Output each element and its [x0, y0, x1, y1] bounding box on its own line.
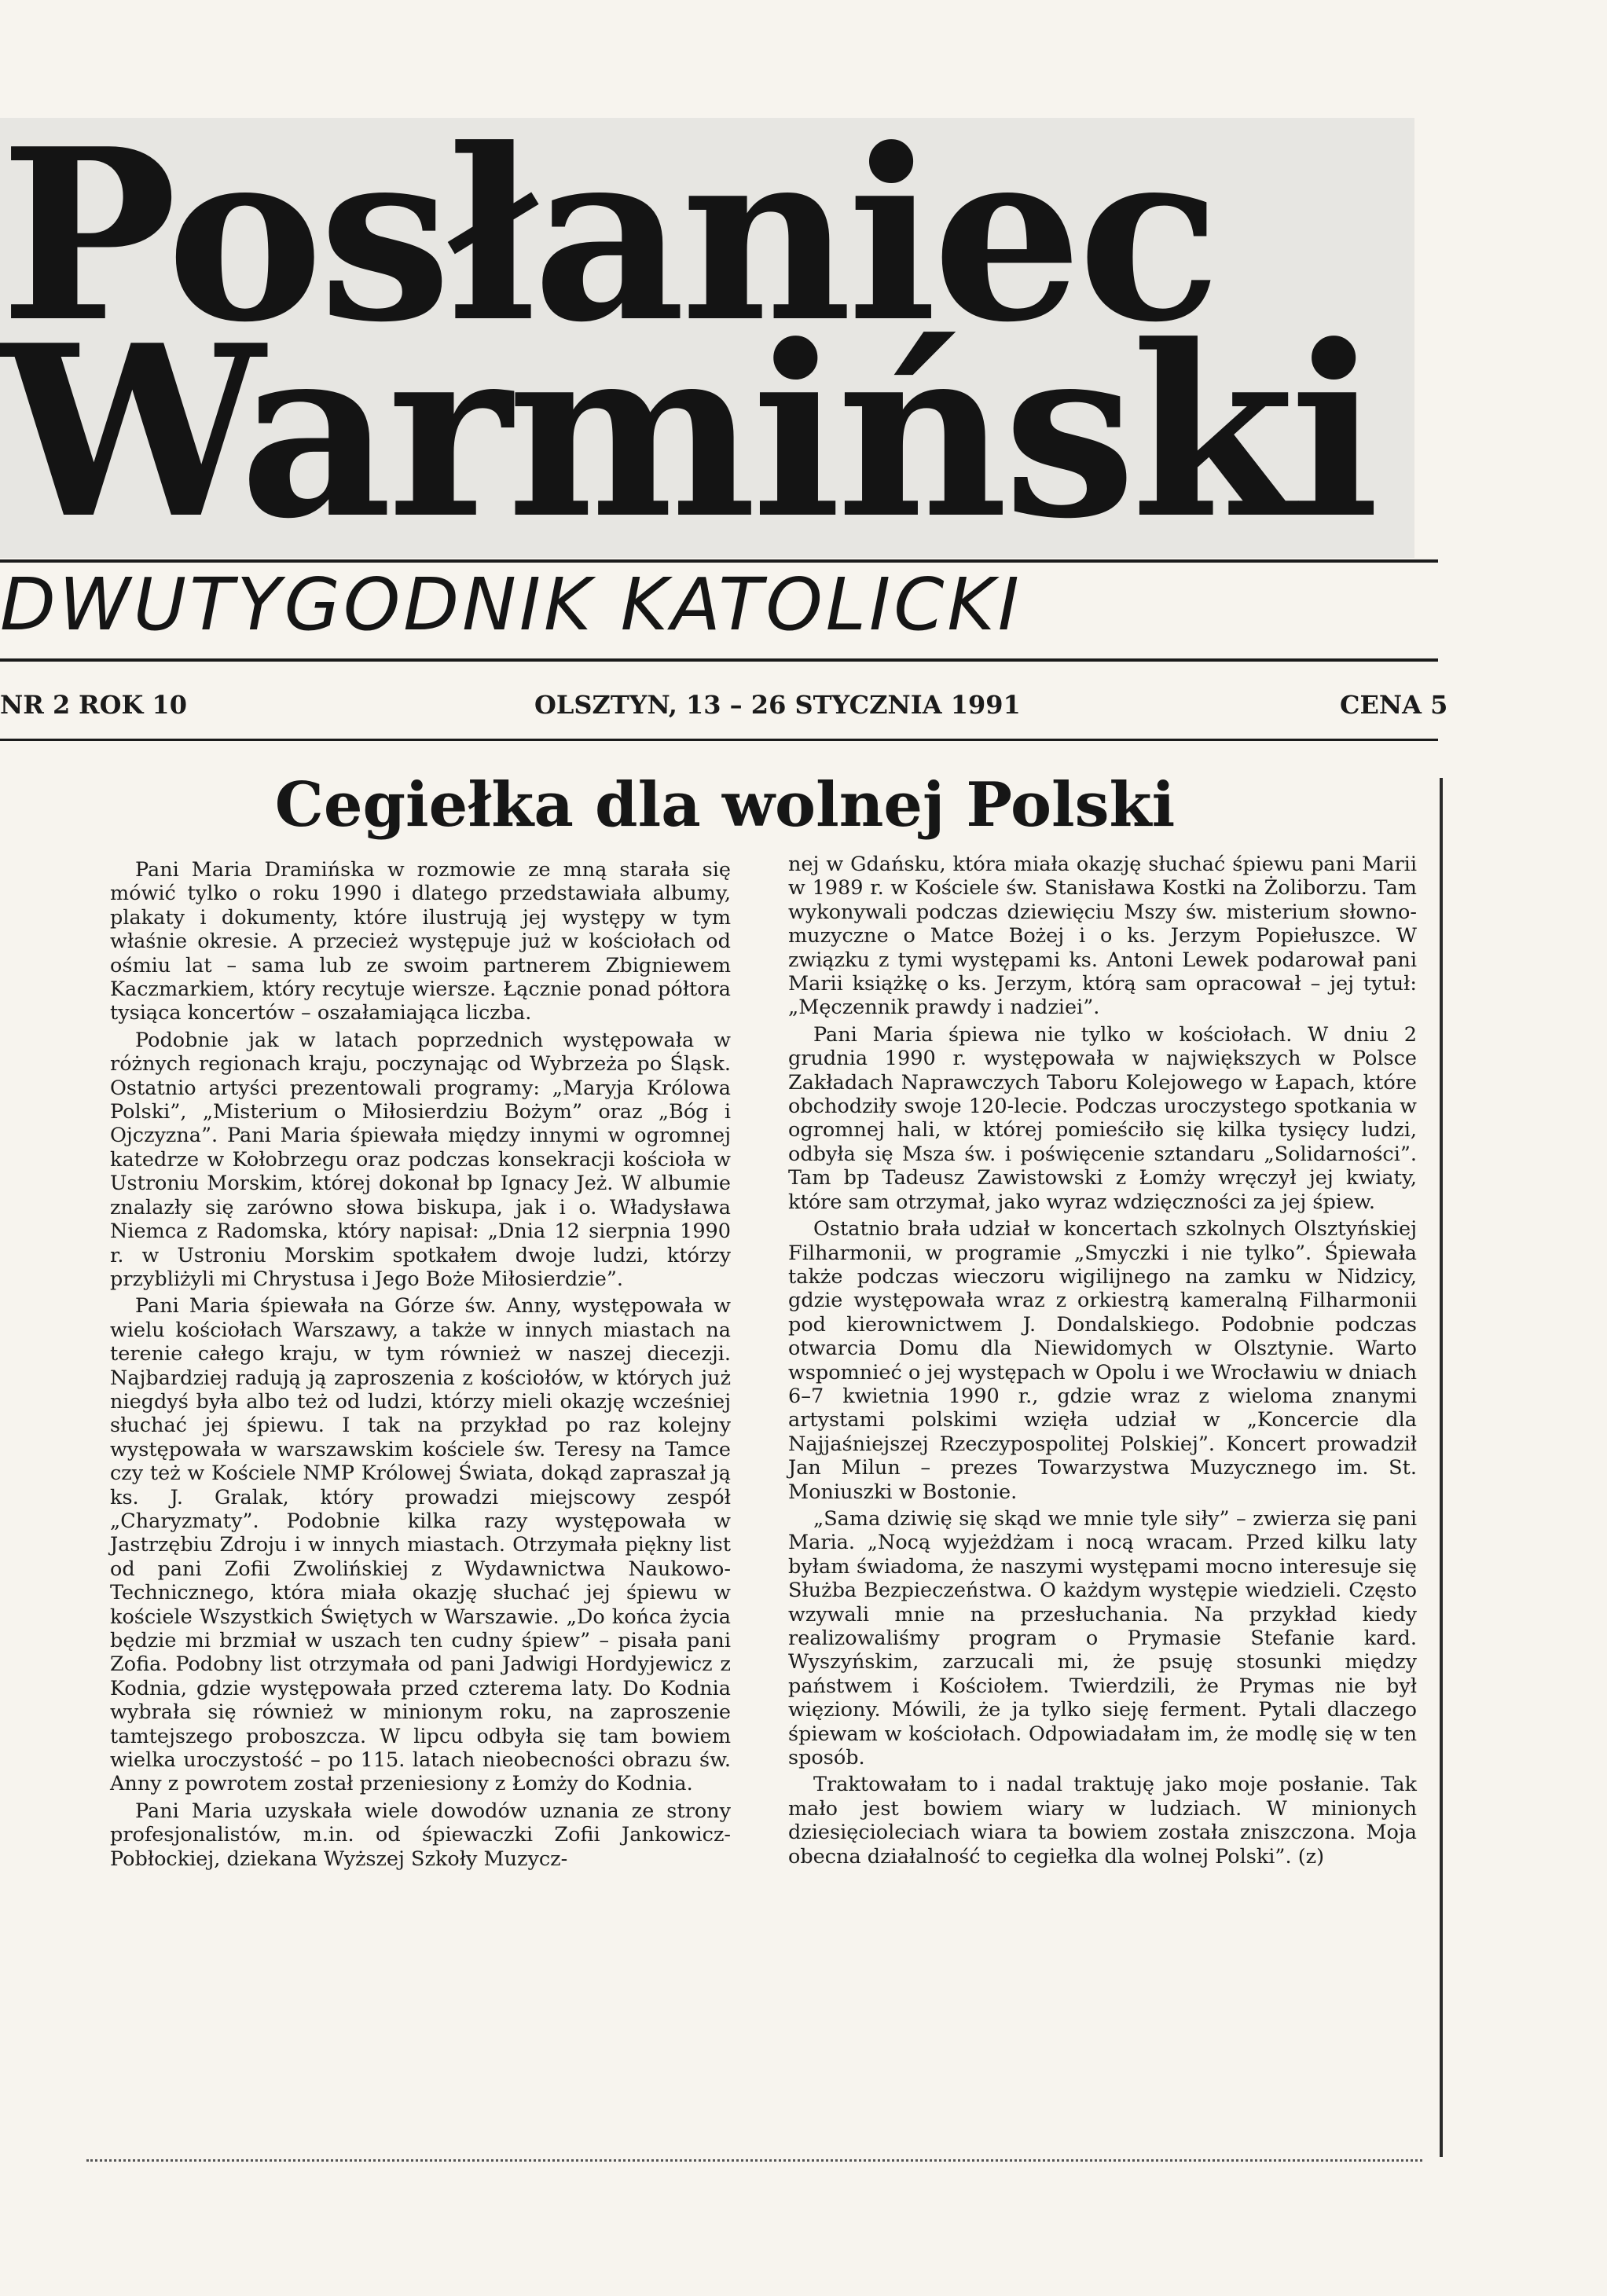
masthead-subtitle: DWUTYGODNIK KATOLICKI — [0, 563, 1022, 647]
right-paragraph-5 — [788, 1773, 1417, 1869]
bottom-dotted-rule — [86, 2159, 1422, 2162]
article-signature: (z) — [1297, 1844, 1325, 1869]
masthead-rule-middle — [0, 658, 1438, 662]
left-paragraph-1: Pani Maria Dramińska w rozmowie ze mną starała się mówić tylko o roku 1990 i dlatego przedstawiała albumy, plakaty i dokumenty, które ilustrują jej występy w tym właśnie okresie. A przecież występuje już w kościołach od ośmiu lat – sama lub ze swoim partnerem Zbigniewem Kaczmarkiem, który recytuje wiersze. Łącznie ponad półtora tysiąca koncertów – oszałamiająca liczba. — [110, 858, 731, 1025]
left-paragraph-3: Pani Maria śpiewała na Górze św. Anny, występowała w wielu kościołach Warszawy, a także w innych miastach na terenie całego kraju, w tym również w naszej diecezji. Najbardziej radują ją zaproszenia z kościołów, w których już niegdyś była albo też od ludzi, którzy mieli okazję wcześniej słuchać jej śpiewu. I tak na przykład po raz kolejny występowała w warszawskim kościele św. Teresy na Tamce czy też w Kościele NMP Królowej Świata, dokąd zapraszał ją ks. J. Gralak, który prowadzi miejscowy zespół „Charyzmaty”. Podobnie kilka razy występowała w Jastrzębiu Zdroju i w innych miastach. Otrzymała piękny list od pani Zofii Zwolińskiej z Wydawnictwa Naukowo-Technicznego, która miała okazję słuchać jej śpiewu w kościele Wszystkich Świętych w Warszawie. „Do końca życia będzie mi brzmiał w uszach ten cudny śpiew” – pisała pani Zofia. Podobny list otrzymała od pani Jadwigi Hordyjewicz z Kodnia, gdzie występowała przed czterema laty. Do Kodnia wybrała się również w minionym roku, na zaproszenie tamtejszego proboszcza. W lipcu odbyła się tam bowiem wielka uroczystość – po 115. latach nieobecności obrazu św. Anny z powrotem został przeniesiony z Łomży do Kodnia. — [110, 1294, 731, 1796]
issue-info-row — [0, 685, 1448, 724]
issue-price: CENA 5 — [1340, 690, 1448, 720]
issue-number: NR 2 — [0, 690, 71, 720]
left-paragraph-4: Pani Maria uzyskała wiele dowodów uznania ze strony profesjonalistów, m.in. od śpiewaczki Zofii Jankowicz-Pobłockiej, dziekana Wyższej Szkoły Muzycz- — [110, 1799, 731, 1871]
article-right-column — [788, 853, 1417, 1869]
article-headline: Cegiełka dla wolnej Polski — [274, 769, 1176, 841]
issue-place-date: OLSZTYN, 13 – 26 STYCZNIA 1991 — [534, 690, 1021, 720]
masthead-rule-bottom — [0, 739, 1438, 741]
right-paragraph-5-text: Traktowałam to i nadal traktuję jako moje posłanie. Tak mało jest bowiem wiary w ludziach. W minionych dziesięcioleciach wiara ta bowiem została zniszczona. Moja obecna działalność to cegiełka dla wolnej Polski”. — [788, 1773, 1417, 1869]
left-paragraph-2: Podobnie jak w latach poprzednich występowała w różnych regionach kraju, poczynając od Wybrzeża po Śląsk. Ostatnio artyści prezentowali programy: „Maryja Królowa Polski”, „Misterium o Miłosierdziu Bożym” oraz „Bóg i Ojczyzna”. Pani Maria śpiewała między innymi w ogromnej katedrze w Kołobrzegu oraz podczas konsekracji kościoła w Ustroniu Morskim, której dokonał bp Ignacy Jeż. W albumie znalazły się zarówno słowa biskupa, jak i o. Władysława Niemca z Radomska, który napisał: „Dnia 12 sierpnia 1990 r. w Ustroniu Morskim spotkałem dwoje ludzi, którzy przybliżyli mi Chrystusa i Jego Boże Miłosierdzie”. — [110, 1028, 731, 1291]
issue-year: ROK 10 — [79, 690, 187, 720]
column-border-right — [1440, 778, 1443, 2157]
article-left-column — [110, 858, 731, 1871]
masthead-title-line-2: Warmiński — [0, 314, 1375, 550]
masthead-title-line-1: Posłaniec — [0, 118, 1216, 354]
right-paragraph-4: „Sama dziwię się skąd we mnie tyle siły” – zwierza się pani Maria. „Nocą wyjeżdżam i nocą wracam. Przed kilku laty byłam świadoma, że naszymi występami mocno interesuje się Służba Bezpieczeństwa. O każdym występie wiedzieli. Często wzywali mnie na przesłuchania. Na przykład kiedy realizowaliśmy program o Prymasie Stefanie kard. Wyszyńskim, zarzucali mi, że psuję stosunki między państwem i Kościołem. Twierdzili, że Prymas nie był więziony. Mówili, że ja tylko sieję ferment. Pytali dlaczego śpiewam w kościołach. Odpowiadałam im, że modlę się w ten sposób. — [788, 1506, 1417, 1770]
right-paragraph-1: nej w Gdańsku, która miała okazję słuchać śpiewu pani Marii w 1989 r. w Kościele św. Stanisława Kostki na Żoliborzu. Tam wykonywali podczas dziewięciu Mszy św. misterium słowno-muzyczne o Matce Bożej i o ks. Jerzym Popiełuszce. W związku z tymi występami ks. Antoni Lewek podarował pani Marii książkę o ks. Jerzym, którą sam opracował – jej tytuł: „Męczennik prawdy i nadziei”. — [788, 853, 1417, 1020]
right-paragraph-3: Ostatnio brała udział w koncertach szkolnych Olsztyńskiej Filharmonii, w programie „Smyczki i nie tylko”. Śpiewała także podczas wieczoru wigilijnego na zamku w Nidzicy, gdzie występowała wraz z orkiestrą kameralną Filharmonii pod kierownictwem J. Dondalskiego. Podobnie podczas otwarcia Domu dla Niewidomych w Olsztynie. Warto wspomnieć o jej występach w Opolu i we Wrocławiu w dniach 6–7 kwietnia 1990 r., gdzie wraz z wieloma znanymi artystami polskimi wzięła udział w „Koncercie dla Najjaśniejszej Rzeczypospolitej Polskiej”. Koncert prowadził Jan Milun – prezes Towarzystwa Muzycznego im. St. Moniuszki w Bostonie. — [788, 1217, 1417, 1504]
right-paragraph-2: Pani Maria śpiewa nie tylko w kościołach. W dniu 2 grudnia 1990 r. występowała w największych w Polsce Zakładach Naprawczych Taboru Kolejowego w Łapach, które obchodziły swoje 120-lecie. Podczas uroczystego spotkania w ogromnej hali, w której pomieściło się kilka tysięcy ludzi, odbyła się Msza św. i poświęcenie sztandaru „Solidarności”. Tam bp Tadeusz Zawistowski z Łomży wręczył jej kwiaty, które sam otrzymał, jako wyraz wdzięczności za jej śpiew. — [788, 1022, 1417, 1214]
